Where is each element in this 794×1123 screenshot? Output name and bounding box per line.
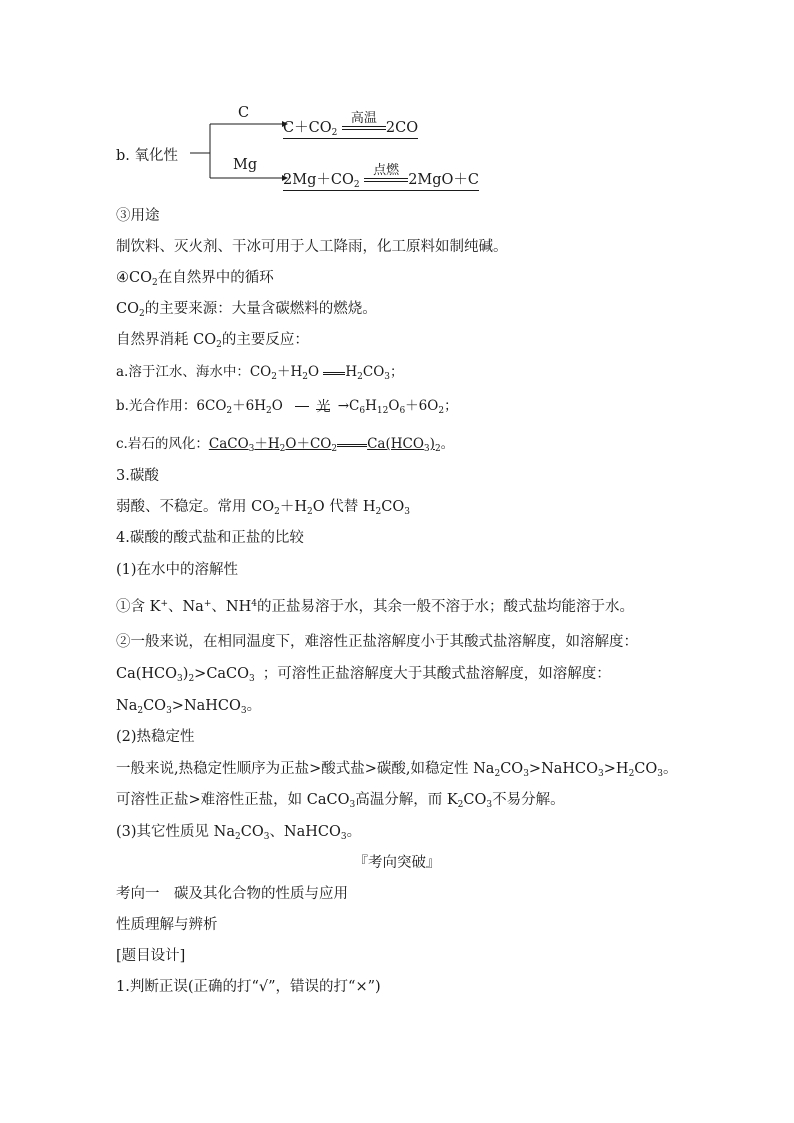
section3-heading: 3.碳酸	[116, 468, 159, 484]
source-line: $CO_2$的主要来源：大量含碳燃料的燃烧。	[116, 301, 377, 319]
paragraph-solubility-2b: $Ca(HCO_3)_2>CaCO_3$ ；可溶性正盐溶解度大于其酸式盐溶解度，如溶解度：	[116, 666, 611, 684]
section4-2-heading: (2)热稳定性	[116, 729, 195, 745]
reaction-c: c.岩石的风化：$CaCO_3+H_2O+CO_2$ $Ca(HCO_3)_2$。	[116, 436, 455, 454]
cycle-heading: $④CO_2$在自然界中的循环	[116, 270, 274, 288]
reaction-a: a.溶于江水、海水中：$CO_2+H_2O$ $H_2CO_3$；	[116, 364, 404, 382]
topic-heading: 考向一 碳及其化合物的性质与应用	[116, 886, 348, 902]
section4-3-heading: (3)其它性质见 $Na_2CO_3$、NaHCO$_3$。	[116, 824, 362, 842]
section4-1-heading: (1)在水中的溶解性	[116, 562, 239, 578]
paragraph-solubility-2c: $Na_2CO_3>NaHCO_3$。	[116, 698, 262, 716]
diagram-label: b. 氧化性	[116, 148, 178, 164]
branch1-reagent: C	[238, 105, 250, 121]
consume-line: 自然界消耗 $CO_2$的主要反应：	[116, 332, 309, 350]
question-1: 1.判断正误(正确的打“√”，错误的打“×”)	[116, 979, 381, 995]
topic-subheading: 性质理解与辨析	[116, 917, 218, 933]
equation-mg: $2Mg+CO_2$ 点燃 2MgO＋C	[283, 163, 480, 190]
paragraph-solubility-1: ①含 K+、Na+、$NH^4$的正盐易溶于水，其余一般不溶于水；酸式盐均能溶于水。	[116, 599, 634, 615]
branch2-reagent: Mg	[233, 157, 258, 173]
paragraph-stability-2: 可溶性正盐>难溶性正盐，如 CaCO$_3$高温分解，而 $K_2CO_3$不易分解。	[116, 792, 565, 810]
branch-lines	[190, 114, 290, 184]
uses-heading: ③用途	[116, 208, 160, 224]
uses-text: 制饮料、灭火剂、干冰可用于人工降雨，化工原料如制纯碱。	[116, 239, 508, 255]
section4-heading: 4.碳酸的酸式盐和正盐的比较	[116, 530, 304, 546]
center-title: 『考向突破』	[353, 855, 441, 871]
reaction-b: b.光合作用：$6CO_2+6H_2O$ 光 $\to C_6H_{12}O_6+6O_2$；	[116, 398, 458, 416]
section3-text: 弱酸、不稳定。常用 $CO_2+H_2O$ 代替 $H_2CO_3$	[116, 499, 410, 517]
paragraph-solubility-2a: ②一般来说，在相同温度下，难溶性正盐溶解度小于其酸式盐溶解度，如溶解度：	[116, 634, 638, 650]
design-label: [题目设计]	[116, 948, 186, 964]
paragraph-stability-1: 一般来说,热稳定性顺序为正盐>酸式盐>碳酸,如稳定性 $Na_2CO_3>NaHCO_3>H_2CO_3$。	[116, 761, 678, 779]
equation-c: $C+CO_2$ 高温 2CO	[283, 111, 419, 138]
